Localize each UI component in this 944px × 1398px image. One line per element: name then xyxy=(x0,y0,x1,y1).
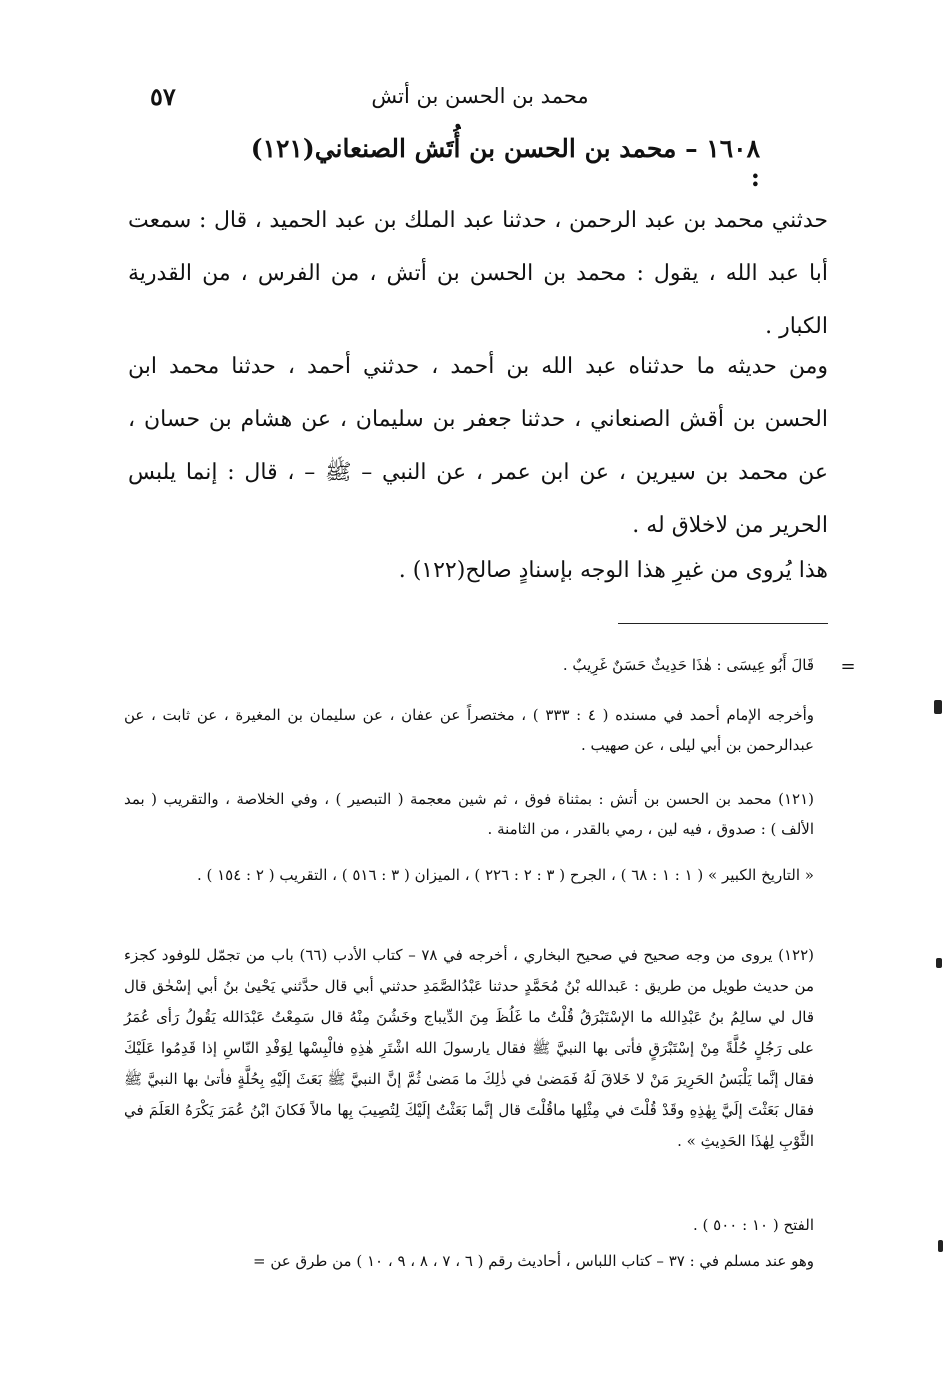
footnote-121: (١٢١) محمد بن الحسن بن أتش : بمثناة فوق ، ثم شين معجمة ( التبصير ) ، وفي الخلاصة ، والتقريب ( بمد الألف ) : صدوق ، فيه لين ، رمي بالقدر ، من الثامنة . xyxy=(124,790,814,838)
body-paragraph: هذا يُروى من غيرِ هذا الوجه بإسنادٍ صالح(١٢٢) . xyxy=(398,558,828,583)
footnote-divider xyxy=(618,623,828,624)
footnote-line: وأخرجه الإمام أحمد في مسنده ( ٤ : ٣٣٣ ) ، مختصراً عن عفان ، عن سليمان بن المغيرة ، عن ثابت ، عن عبدالرحمن بن أبي ليلى ، عن صهيب . xyxy=(124,706,815,754)
page-number: ٥٧ xyxy=(150,82,176,111)
scan-edge-mark xyxy=(934,700,942,714)
footnote-line: « التاريخ الكبير » ( ١ : ١ : ٦٨ ) ، الجرح ( ٣ : ٢ : ٢٢٦ ) ، الميزان ( ٣ : ٥١٦ ) ، التقريب ( ٢ : ١٥٤ ) . xyxy=(196,866,814,884)
footnote-continuation-marker: = xyxy=(840,656,856,677)
footnote-line: الفتح ( ١٠ : ٥٠٠ ) . xyxy=(693,1216,814,1234)
body-paragraph: ومن حديثه ما حدثناه عبد الله بن أحمد ، حدثني أحمد ، حدثنا محمد ابن الحسن بن أقش الصنعاني ، حدثنا جعفر بن سليمان ، عن هشام بن حسان ، عن محمد بن سيرين ، عن ابن عمر ، عن النبي – ﷺ – ، قال : إنما يلبس الحرير من لاخلاق له . xyxy=(128,354,828,538)
footnote-122: (١٢٢) يروى من وجه صحيح في صحيح البخاري ، أخرجه في ٧٨ – كتاب الأدب (٦٦) باب من تجمّل للوفود كجزء من حديث طويل من طريق : عَبدالله بْنُ مُحَمَّدٍ حدثنا عَبْدُالصَّمَدِ حدثني أبي قال حدَّثني يَحْيىٰ بنُ أبي إسْحٰق قال قال لي سالِمُ بنُ عَبْدِالله ما الإسْتَبْرَقُ قُلْتُ ما غَلُظَ مِنَ الدِّيباج وخَشُنَ مِنْهُ قال سَمِعْتُ عَبْدَالله يَقُولُ رَأى عُمَرُ علی رَجُلٍ حُلَّةً مِنْ إسْتَبْرَقٍ فأتی بها النبيَّ ﷺ فقال يارسولَ الله اشْتَرِ هٰذِهِ فالْبِسْها لِوَفْدِ النّاسِ إذا قَدِمُوا عَلَيْكَ فقال إنَّما يَلْبَسُ الحَرِيرَ مَنْ لا خَلاقَ لَهُ فَمَضیٰ في ذٰلِكَ ما مَضیٰ ثُمَّ إنَّ النبيَّ ﷺ بَعَثَ إلَيْهِ بِحُلَّةٍ فأتیٰ بها النبيَّ ﷺ فقال بَعَثْتَ إلَيَّ بِهٰذِهِ وقَدْ قُلْتَ في مِثْلِها ماقُلْتَ قال إنَّما بَعَثْتُ إلَيْكَ لِتُصِيبَ بِها مالاً فَكانَ ابْنُ عُمَرَ يَكْرَهُ العَلَمَ في الثَّوْبِ لِهٰذَا الحَدِيثِ » . xyxy=(124,946,814,1150)
body-paragraph: حدثني محمد بن عبد الرحمن ، حدثنا عبد الملك بن عبد الحميد ، قال : سمعت أبا عبد الله ، يقول : محمد بن الحسن بن أتش ، من الفرس ، من القدرية الكبار . xyxy=(128,208,828,339)
scan-edge-mark xyxy=(936,958,942,968)
scan-edge-mark xyxy=(938,1240,943,1252)
running-header-title: محمد بن الحسن بن أتش xyxy=(371,84,589,108)
footnote-line: وهو عند مسلم في : ٣٧ – كتاب اللباس ، أحاديث رقم ( ٦ ، ٧ ، ٨ ، ٩ ، ١٠ ) من طرق عن = xyxy=(253,1252,814,1270)
footnote-line: قَالَ أَبُو عِيسَى : هٰذَا حَدِيثٌ حَسَنٌ غَرِيبٌ . xyxy=(562,656,814,674)
entry-heading: ١٦٠٨ – محمد بن الحسن بن أُتَش الصنعاني(١٢١) : xyxy=(250,134,760,192)
